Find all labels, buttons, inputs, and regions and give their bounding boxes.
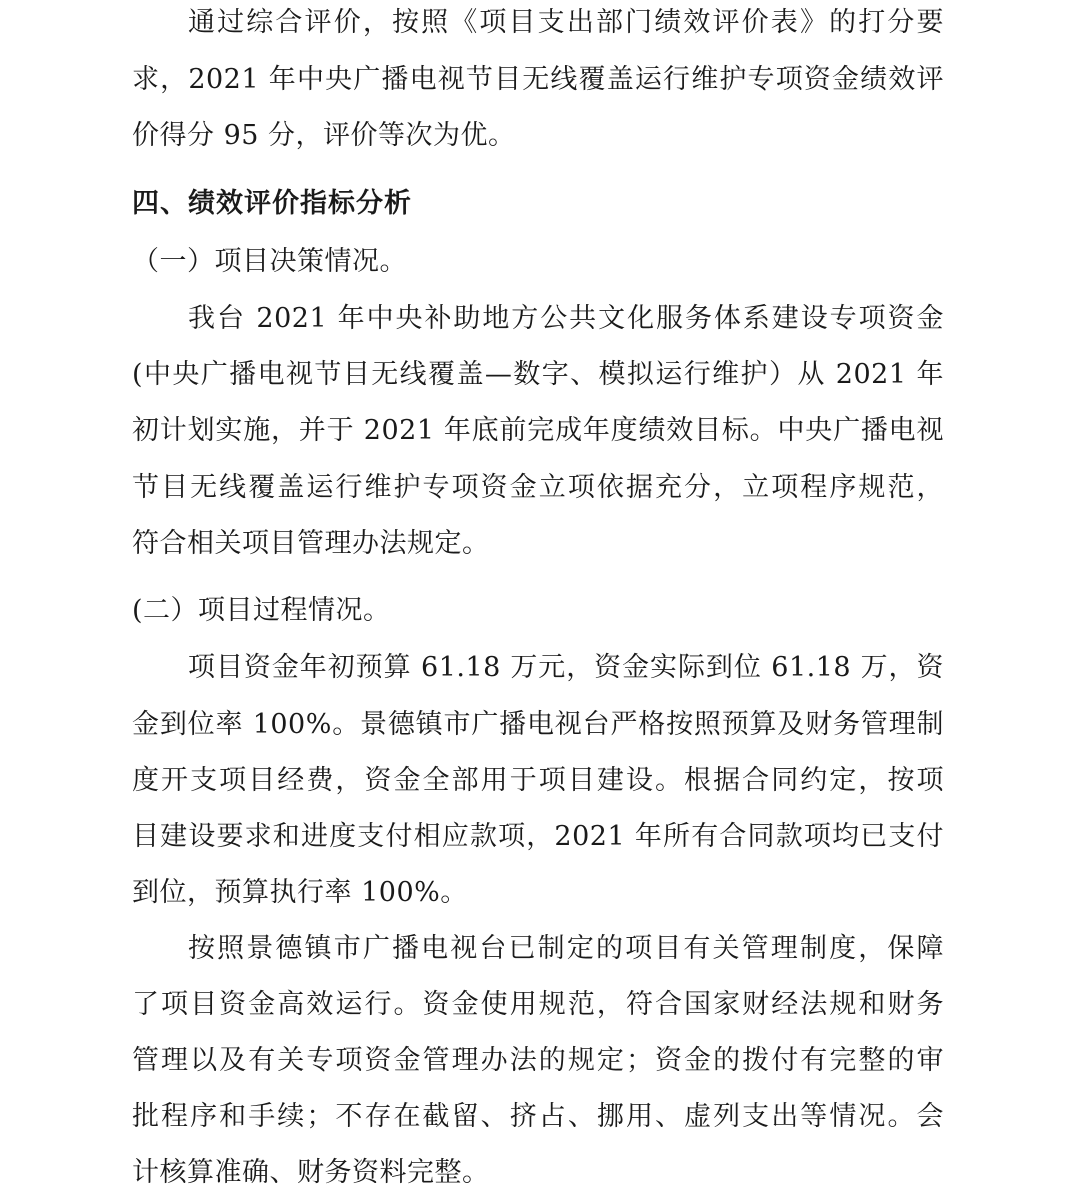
paragraph-line: 到位，预算执行率 100%。 bbox=[132, 877, 468, 908]
paragraph-line: 项目资金年初预算 61.18 万元，资金实际到位 61.18 万，资 bbox=[188, 652, 944, 683]
paragraph-line: 批程序和手续；不存在截留、挤占、挪用、虚列支出等情况。会 bbox=[132, 1101, 944, 1132]
paragraph-line: 度开支项目经费，资金全部用于项目建设。根据合同约定，按项 bbox=[132, 765, 944, 796]
paragraph-line: 我台 2021 年中央补助地方公共文化服务体系建设专项资金 bbox=[188, 303, 944, 334]
paragraph-line: 按照景德镇市广播电视台已制定的项目有关管理制度，保障 bbox=[188, 933, 944, 964]
subsection-heading: （一）项目决策情况。 bbox=[132, 246, 407, 277]
paragraph-line: 求，2021 年中央广播电视节目无线覆盖运行维护专项资金绩效评 bbox=[132, 64, 944, 95]
paragraph-line: 目建设要求和进度支付相应款项，2021 年所有合同款项均已支付 bbox=[132, 821, 944, 852]
paragraph-line: (中央广播电视节目无线覆盖—数字、模拟运行维护）从 2021 年 bbox=[132, 359, 944, 390]
paragraph-line: 计核算准确、财务资料完整。 bbox=[132, 1157, 490, 1188]
subsection-heading: (二）项目过程情况。 bbox=[132, 595, 391, 626]
paragraph-line: 初计划实施，并于 2021 年底前完成年度绩效目标。中央广播电视 bbox=[132, 415, 944, 446]
paragraph-line: 管理以及有关专项资金管理办法的规定；资金的拨付有完整的审 bbox=[132, 1045, 944, 1076]
paragraph-line: 价得分 95 分，评价等次为优。 bbox=[132, 120, 516, 151]
paragraph-line: 金到位率 100%。景德镇市广播电视台严格按照预算及财务管理制 bbox=[132, 709, 944, 740]
paragraph-line: 了项目资金高效运行。资金使用规范，符合国家财经法规和财务 bbox=[132, 989, 944, 1020]
paragraph-line: 节目无线覆盖运行维护专项资金立项依据充分，立项程序规范， bbox=[132, 472, 944, 503]
paragraph-line: 通过综合评价，按照《项目支出部门绩效评价表》的打分要 bbox=[188, 7, 944, 38]
paragraph-line: 符合相关项目管理办法规定。 bbox=[132, 528, 490, 559]
section-heading: 四、绩效评价指标分析 bbox=[132, 188, 412, 219]
